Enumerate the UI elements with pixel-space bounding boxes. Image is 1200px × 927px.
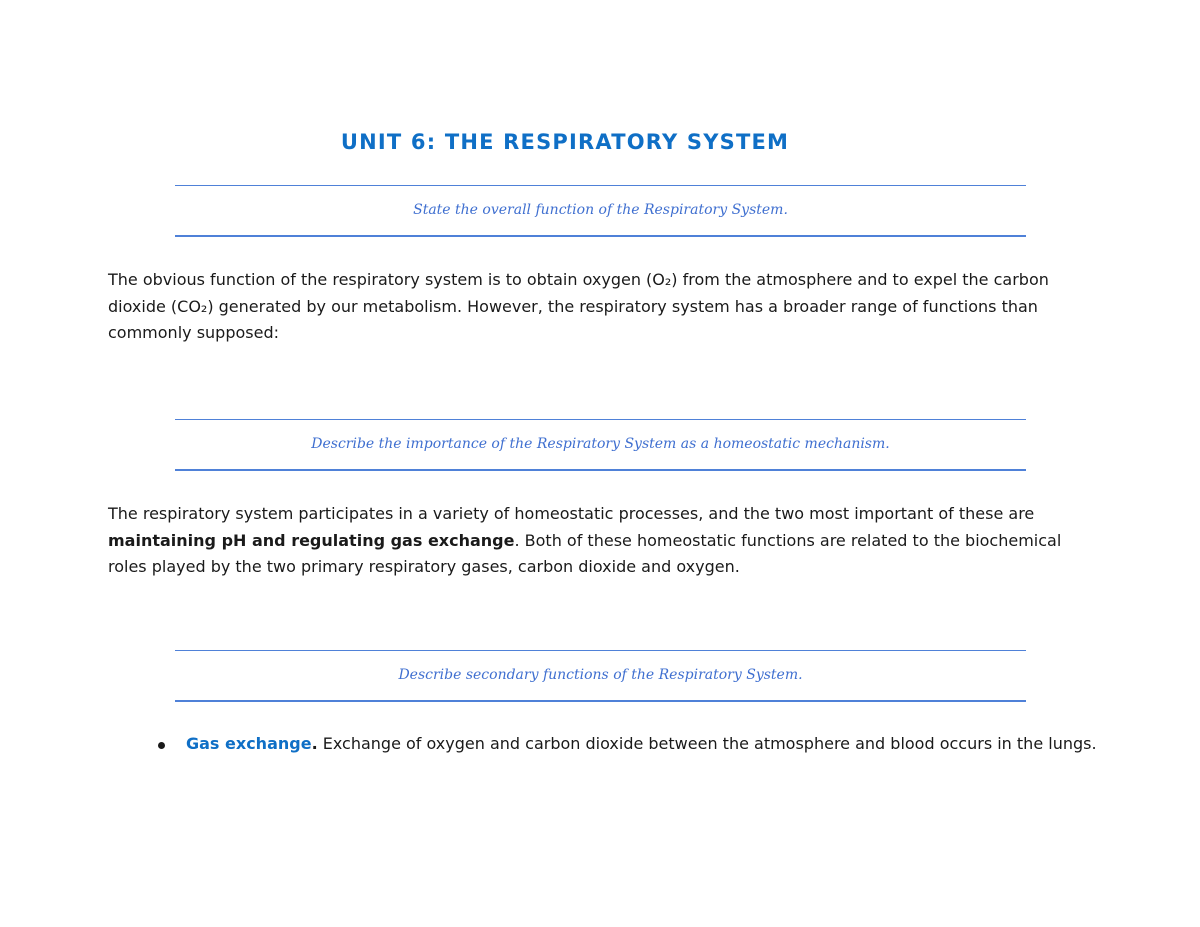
paragraph-text-continued: . Both of these homeostatic functions are related to the biochemical roles played by the two primary respiratory gases, carbon dioxide and oxygen. <box>108 530 1062 576</box>
list-item <box>108 731 1098 758</box>
paragraph-overall-function <box>108 267 1098 347</box>
bullet-text: Exchange of oxygen and carbon dioxide between the atmosphere and blood occurs in the lungs. <box>317 734 1097 753</box>
paragraph-text: The obvious function of the respiratory system is to obtain oxygen (O₂) from the atmosphere and to expel the carbon dioxide (CO₂) generated by our metabolism. However, the respiratory system has a broader range of functions than commonly supposed: <box>108 270 1049 342</box>
question-box-overall-function <box>175 185 1026 237</box>
question-text: State the overall function of the Respiratory System. <box>413 202 788 218</box>
page-title: UNIT 6: THE RESPIRATORY SYSTEM <box>340 130 790 154</box>
paragraph-bold-text: maintaining pH and regulating gas exchange <box>108 530 515 550</box>
question-box-homeostatic <box>175 419 1026 471</box>
question-box-secondary-functions <box>175 650 1026 702</box>
question-text: Describe the importance of the Respiratory System as a homeostatic mechanism. <box>311 436 890 452</box>
paragraph-text: The respiratory system participates in a variety of homeostatic processes, and the two most important of these are <box>108 504 1035 523</box>
bullet-list <box>108 731 1098 758</box>
bullet-term: Gas exchange <box>186 734 312 753</box>
paragraph-homeostatic <box>108 501 1098 581</box>
bullet-icon <box>158 742 165 749</box>
question-text: Describe secondary functions of the Respiratory System. <box>398 667 803 683</box>
bullet-term-period: . <box>311 734 318 753</box>
